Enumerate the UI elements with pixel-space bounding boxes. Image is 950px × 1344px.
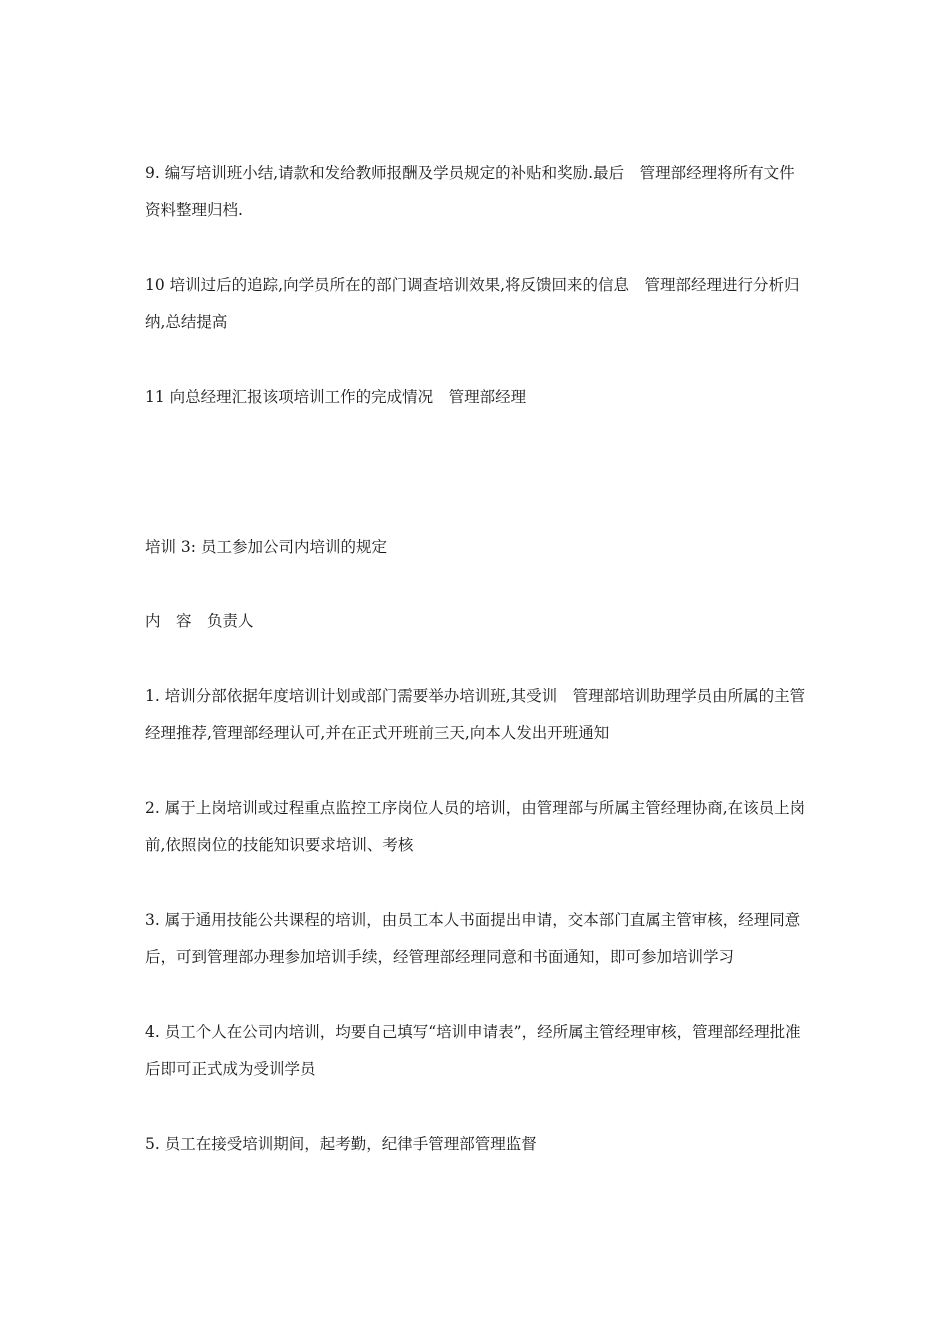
paragraph-item-11: 11 向总经理汇报该项培训工作的完成情况 管理部经理 [145,388,527,406]
rule-item-3: 3. 属于通用技能公共课程的培训，由员工本人书面提出申请，交本部门直属主管审核，经理同意后，可到管理部办理参加培训手续，经管理部经理同意和书面通知，即可参加培训学习 [145,911,801,966]
paragraph-item-10: 10 培训过后的追踪,向学员所在的部门调查培训效果,将反馈回来的信息 管理部经理进行分析归纳,总结提高 [145,276,800,331]
rule-item-4: 4. 员工个人在公司内培训，均要自己填写“培训申请表”，经所属主管经理审核，管理部经理批准后即可正式成为受训学员 [145,1023,801,1078]
paragraph-item-9: 9. 编写培训班小结,请款和发给教师报酬及学员规定的补贴和奖励.最后 管理部经理将所有文件资料整理归档. [145,164,795,219]
rule-item-1: 1. 培训分部依据年度培训计划或部门需要举办培训班,其受训 管理部培训助理学员由所属的主管经理推荐,管理部经理认可,并在正式开班前三天,向本人发出开班通知 [145,687,806,742]
column-header: 内 容 负责人 [145,612,254,630]
rule-item-2: 2. 属于上岗培训或过程重点监控工序岗位人员的培训，由管理部与所属主管经理协商,在该员上岗前,依照岗位的技能知识要求培训、考核 [145,799,806,854]
section-title: 培训 3: 员工参加公司内培训的规定 [145,538,387,556]
rule-item-5: 5. 员工在接受培训期间，起考勤，纪律手管理部管理监督 [145,1135,537,1153]
